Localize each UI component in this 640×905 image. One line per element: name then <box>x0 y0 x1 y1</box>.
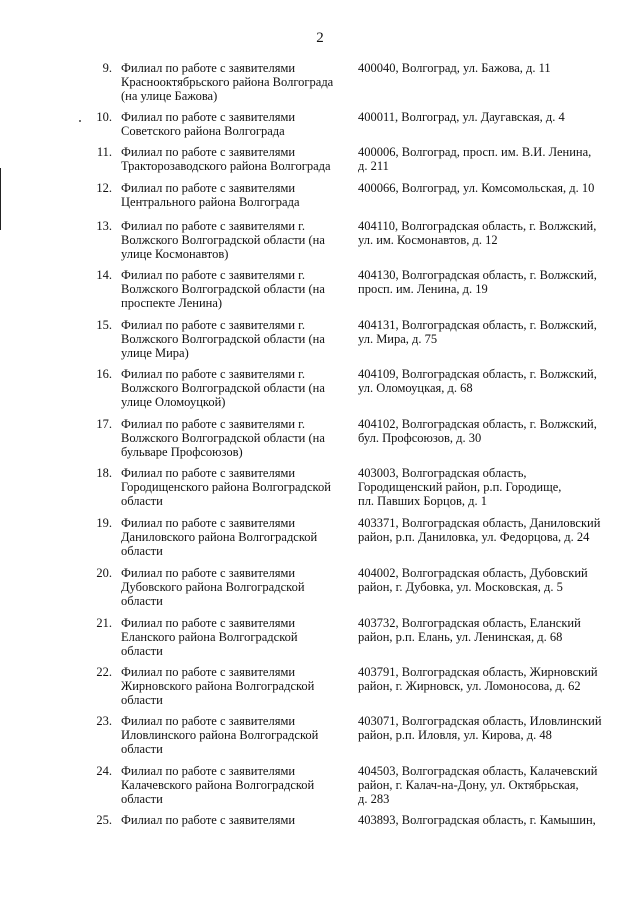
branch-address: 400006, Волгоград, просп. им. В.И. Ленина, д. 211 <box>358 145 592 174</box>
branch-number: 19. <box>96 516 112 530</box>
branch-number: 22. <box>96 665 112 679</box>
branch-number: 25. <box>96 813 112 827</box>
branch-address: 404110, Волгоградская область, г. Волжский, ул. им. Космонавтов, д. 12 <box>358 219 597 248</box>
branch-name: Филиал по работе с заявителями Жирновского района Волгоградской области <box>121 665 315 708</box>
branch-number: 18. <box>96 466 112 480</box>
branch-number: 14. <box>96 268 112 282</box>
branch-name: Филиал по работе с заявителями Краснооктябрьского района Волгограда (на улице Бажова) <box>121 61 334 104</box>
branch-number: 11. <box>96 145 112 159</box>
branch-number: 13. <box>96 219 112 233</box>
branch-name: Филиал по работе с заявителями Калачевского района Волгоградской области <box>121 764 315 807</box>
branch-name: Филиал по работе с заявителями <box>121 813 296 827</box>
branch-address: 400066, Волгоград, ул. Комсомольская, д. 10 <box>358 181 595 195</box>
branch-name: Филиал по работе с заявителями Советского района Волгограда <box>121 110 296 139</box>
branch-address: 404109, Волгоградская область, г. Волжский, ул. Оломоуцкая, д. 68 <box>358 367 597 396</box>
branch-number: 23. <box>96 714 112 728</box>
branch-name: Филиал по работе с заявителями г. Волжского Волгоградской области (на улице Оломоуцкой) <box>121 367 325 410</box>
branch-name: Филиал по работе с заявителями Городищенского района Волгоградской области <box>121 466 331 509</box>
branch-number: 12. <box>96 181 112 195</box>
branch-name: Филиал по работе с заявителями г. Волжского Волгоградской области (на проспекте Ленина) <box>121 268 325 311</box>
branch-number: 10. <box>96 110 112 124</box>
branch-address: 400011, Волгоград, ул. Даугавская, д. 4 <box>358 110 565 124</box>
branch-address: 404102, Волгоградская область, г. Волжский, бул. Профсоюзов, д. 30 <box>358 417 597 446</box>
branch-address: 404131, Волгоградская область, г. Волжский, ул. Мира, д. 75 <box>358 318 597 347</box>
branch-address: 404002, Волгоградская область, Дубовский район, г. Дубовка, ул. Московская, д. 5 <box>358 566 588 595</box>
branch-address: 403003, Волгоградская область, Городищенский район, р.п. Городище, пл. Павших Борцов, д. 1 <box>358 466 562 509</box>
branch-address: 400040, Волгоград, ул. Бажова, д. 11 <box>358 61 551 75</box>
branch-number: 17. <box>96 417 112 431</box>
branch-number: 24. <box>96 764 112 778</box>
branch-number: 21. <box>96 616 112 630</box>
branch-name: Филиал по работе с заявителями г. Волжского Волгоградской области (на бульваре Профсоюзов) <box>121 417 325 460</box>
branch-name: Филиал по работе с заявителями Иловлинского района Волгоградской области <box>121 714 319 757</box>
branch-name: Филиал по работе с заявителями Дубовского района Волгоградской области <box>121 566 305 609</box>
branch-address: 403732, Волгоградская область, Еланский район, р.п. Елань, ул. Ленинская, д. 68 <box>358 616 581 645</box>
branch-number: 16. <box>96 367 112 381</box>
branch-name: Филиал по работе с заявителями Тракторозаводского района Волгограда <box>121 145 331 174</box>
branch-name: Филиал по работе с заявителями г. Волжского Волгоградской области (на улице Мира) <box>121 318 325 361</box>
branch-name: Филиал по работе с заявителями Центрального района Волгограда <box>121 181 300 210</box>
branch-name: Филиал по работе с заявителями Даниловского района Волгоградской области <box>121 516 318 559</box>
branch-address: 403893, Волгоградская область, г. Камышин, <box>358 813 596 827</box>
branch-address: 404503, Волгоградская область, Калачевский район, г. Калач-на-Дону, ул. Октябрьская, д. 283 <box>358 764 598 807</box>
branch-number: 20. <box>96 566 112 580</box>
branch-name: Филиал по работе с заявителями г. Волжского Волгоградской области (на улице Космонавтов) <box>121 219 325 262</box>
branch-name: Филиал по работе с заявителями Еланского района Волгоградской области <box>121 616 298 659</box>
branch-number: 15. <box>96 318 112 332</box>
scan-dot-mark <box>79 120 81 122</box>
branch-address: 403371, Волгоградская область, Даниловский район, р.п. Даниловка, ул. Федорцова, д. 24 <box>358 516 601 545</box>
branch-address: 403071, Волгоградская область, Иловлинский район, р.п. Иловля, ул. Кирова, д. 48 <box>358 714 602 743</box>
page-number: 2 <box>316 30 324 46</box>
branch-address: 404130, Волгоградская область, г. Волжский, просп. им. Ленина, д. 19 <box>358 268 597 297</box>
branch-address: 403791, Волгоградская область, Жирновский район, г. Жирновск, ул. Ломоносова, д. 62 <box>358 665 598 694</box>
scan-edge-mark <box>0 168 1 230</box>
branch-number: 9. <box>102 61 112 75</box>
